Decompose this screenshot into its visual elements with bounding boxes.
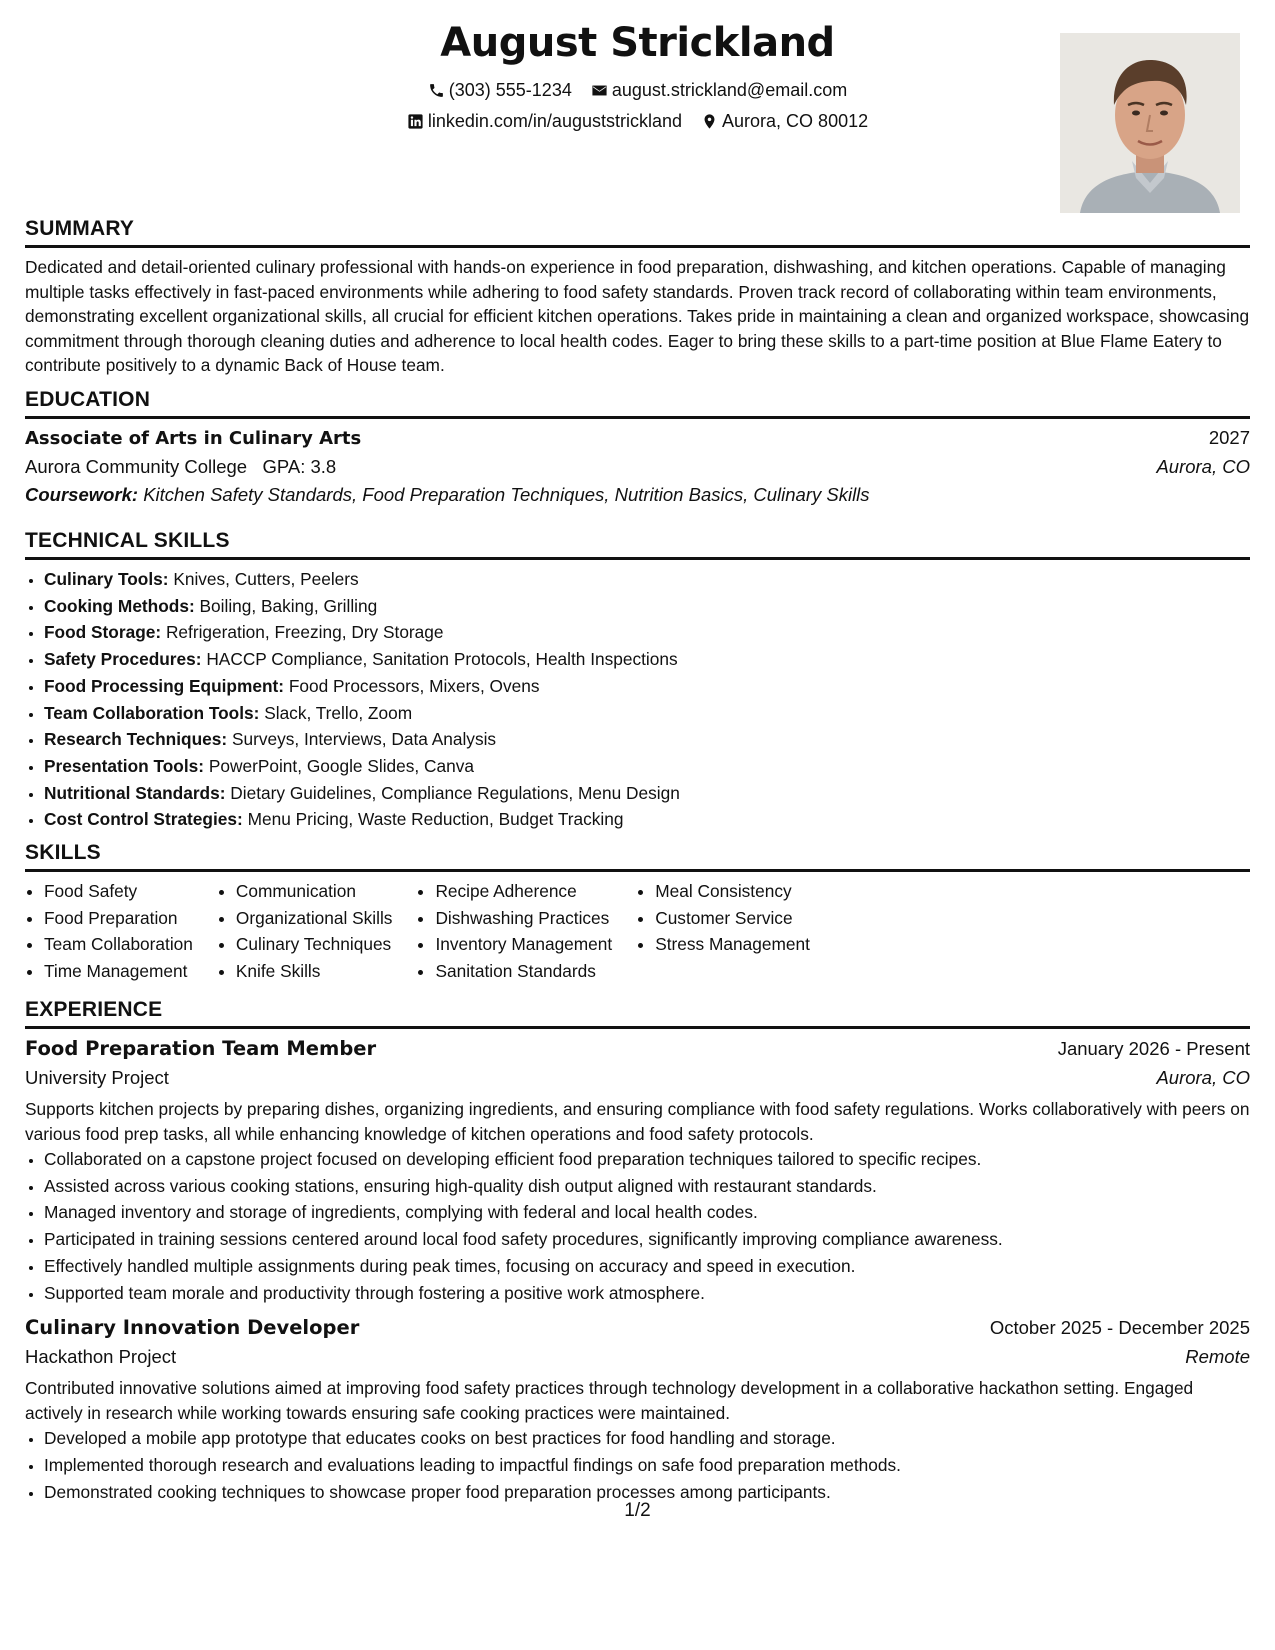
skills-column-2 (217, 878, 417, 985)
list-item: • Organizational Skills (236, 905, 417, 932)
list-item: • Dishwashing Practices (435, 905, 636, 932)
phone-number: (303) 555-1234 (448, 80, 572, 100)
phone-icon (428, 82, 445, 99)
list-item: • Managed inventory and storage of ingredients, complying with federal and local health codes. (44, 1199, 1250, 1226)
list-item: • Safety Procedures: HACCP Compliance, Sanitation Protocols, Health Inspections (44, 646, 1250, 673)
graduation-year: 2027 (1208, 427, 1250, 448)
job-subheader (25, 1067, 1250, 1089)
education-section (25, 388, 1250, 506)
list-item: • Time Management (44, 958, 217, 985)
technical-skills-heading: TECHNICAL SKILLS (25, 529, 1250, 560)
job-title: Culinary Innovation Developer (25, 1316, 360, 1340)
education-row-2 (25, 456, 1250, 478)
envelope-icon (591, 82, 608, 99)
list-item: • Cooking Methods: Boiling, Baking, Grilling (44, 593, 1250, 620)
skills-column-1 (25, 878, 217, 985)
location-contact (701, 111, 868, 132)
list-item: • Inventory Management (435, 931, 636, 958)
map-pin-icon (701, 113, 718, 130)
job-organization: Hackathon Project (25, 1346, 177, 1368)
resume-header (25, 0, 1250, 215)
profile-photo (1060, 33, 1240, 213)
experience-section (25, 998, 1250, 1505)
summary-section (25, 217, 1250, 378)
job-title: Food Preparation Team Member (25, 1037, 377, 1060)
linkedin-url[interactable]: linkedin.com/in/auguststrickland (427, 111, 683, 131)
gpa: GPA: 3.8 (262, 456, 337, 477)
linkedin-contact[interactable] (407, 111, 682, 132)
job-header (25, 1037, 1250, 1060)
list-item: • Food Processing Equipment: Food Processors, Mixers, Ovens (44, 673, 1250, 700)
list-item: • Team Collaboration Tools: Slack, Trello, Zoom (44, 700, 1250, 727)
list-item: • Participated in training sessions centered around local food safety procedures, significantly improving compliance awareness. (44, 1226, 1250, 1253)
skills-section (25, 841, 1250, 985)
list-item: • Developed a mobile app prototype that educates cooks on best practices for food handling and storage. (44, 1425, 1250, 1452)
list-item: • Communication (236, 878, 417, 905)
education-row-1 (25, 427, 1250, 449)
job-entry-1 (25, 1037, 1250, 1306)
coursework-label: Coursework: (25, 484, 139, 505)
skills-column-3 (416, 878, 636, 985)
list-item: • Sanitation Standards (435, 958, 636, 985)
list-item: • Culinary Tools: Knives, Cutters, Peelers (44, 566, 1250, 593)
school-name: Aurora Community College (25, 456, 248, 477)
job-description: Supports kitchen projects by preparing dishes, organizing ingredients, and ensuring compliance with food safety regulations. Works collaboratively with peers on various food prep tasks, all while enhancing knowledge of kitchen operations and food safety protocols. (25, 1099, 1250, 1144)
list-item: • Food Safety (44, 878, 217, 905)
education-heading: EDUCATION (25, 388, 1250, 419)
phone-contact (428, 80, 572, 101)
list-item: • Meal Consistency (655, 878, 834, 905)
job-location: Remote (1185, 1346, 1250, 1368)
email-contact[interactable] (591, 80, 847, 101)
job-subheader (25, 1346, 1250, 1368)
summary-text: Dedicated and detail-oriented culinary professional with hands-on experience in food preparation, dishwashing, and kitchen operations. Capable of managing multiple tasks effectively in fast-paced environments while adhering to food safety standards. Proven track record of collaborating within team environments, demonstrating excellent organizational skills, all crucial for efficient kitchen operations. Takes pride in maintaining a clean and organized workspace, showcasing commitment through thorough cleaning duties and adherence to local health codes. Eager to bring these skills to a part-time position at Blue Flame Eatery to contribute positively to a dynamic Back of House team. (25, 257, 1250, 375)
coursework-line (25, 484, 1250, 506)
list-item: • Team Collaboration (44, 931, 217, 958)
school-location: Aurora, CO (1156, 456, 1250, 477)
job-header (25, 1316, 1250, 1339)
list-item: • Presentation Tools: PowerPoint, Google Slides, Canva (44, 753, 1250, 780)
skills-grid (25, 878, 1250, 985)
technical-skills-list (25, 566, 1250, 833)
list-item: • Nutritional Standards: Dietary Guidelines, Compliance Regulations, Menu Design (44, 780, 1250, 807)
skills-heading: SKILLS (25, 841, 1250, 872)
list-item: • Food Storage: Refrigeration, Freezing, Dry Storage (44, 619, 1250, 646)
list-item: • Cost Control Strategies: Menu Pricing, Waste Reduction, Budget Tracking (44, 806, 1250, 833)
coursework-list: Kitchen Safety Standards, Food Preparation Techniques, Nutrition Basics, Culinary Skills (143, 484, 870, 505)
list-item: • Supported team morale and productivity through fostering a positive work atmosphere. (44, 1280, 1250, 1307)
job-entry-2 (25, 1316, 1250, 1505)
list-item: • Implemented thorough research and evaluations leading to impactful findings on safe food preparation methods. (44, 1452, 1250, 1479)
resume-page (25, 0, 1250, 1502)
linkedin-icon (407, 113, 424, 130)
experience-heading: EXPERIENCE (25, 998, 1250, 1029)
job-bullets (25, 1425, 1250, 1505)
candidate-name: August Strickland (440, 20, 835, 66)
list-item: • Recipe Adherence (435, 878, 636, 905)
page-number: 1/2 (624, 1500, 651, 1521)
summary-heading: SUMMARY (25, 217, 1250, 248)
job-bullets (25, 1146, 1250, 1306)
job-dates: January 2026 - Present (1057, 1038, 1250, 1059)
email-address[interactable]: august.strickland@email.com (611, 80, 848, 100)
school-line (25, 456, 336, 478)
technical-skills-section (25, 529, 1250, 833)
location-text: Aurora, CO 80012 (722, 111, 869, 131)
list-item: • Food Preparation (44, 905, 217, 932)
list-item: • Demonstrated cooking techniques to showcase proper food preparation processes among participants. (44, 1479, 1250, 1506)
list-item: • Customer Service (655, 905, 834, 932)
list-item: • Research Techniques: Surveys, Interviews, Data Analysis (44, 726, 1250, 753)
job-description: Contributed innovative solutions aimed at improving food safety practices through technology development in a collaborative hackathon setting. Engaged actively in research while working towards ensuring safe cooking practices were maintained. (25, 1378, 1194, 1423)
list-item: • Assisted across various cooking stations, ensuring high-quality dish output aligned with restaurant standards. (44, 1173, 1250, 1200)
list-item: • Stress Management (655, 931, 834, 958)
job-location: Aurora, CO (1156, 1067, 1250, 1088)
skills-column-4 (636, 878, 834, 985)
list-item: • Collaborated on a capstone project focused on developing efficient food preparation techniques tailored to specific recipes. (44, 1146, 1250, 1173)
job-dates: October 2025 - December 2025 (989, 1317, 1250, 1339)
list-item: • Effectively handled multiple assignments during peak times, focusing on accuracy and speed in execution. (44, 1253, 1250, 1280)
list-item: • Knife Skills (236, 958, 417, 985)
list-item: • Culinary Techniques (236, 931, 417, 958)
degree-title: Associate of Arts in Culinary Arts (25, 428, 362, 449)
job-organization: University Project (25, 1067, 169, 1088)
